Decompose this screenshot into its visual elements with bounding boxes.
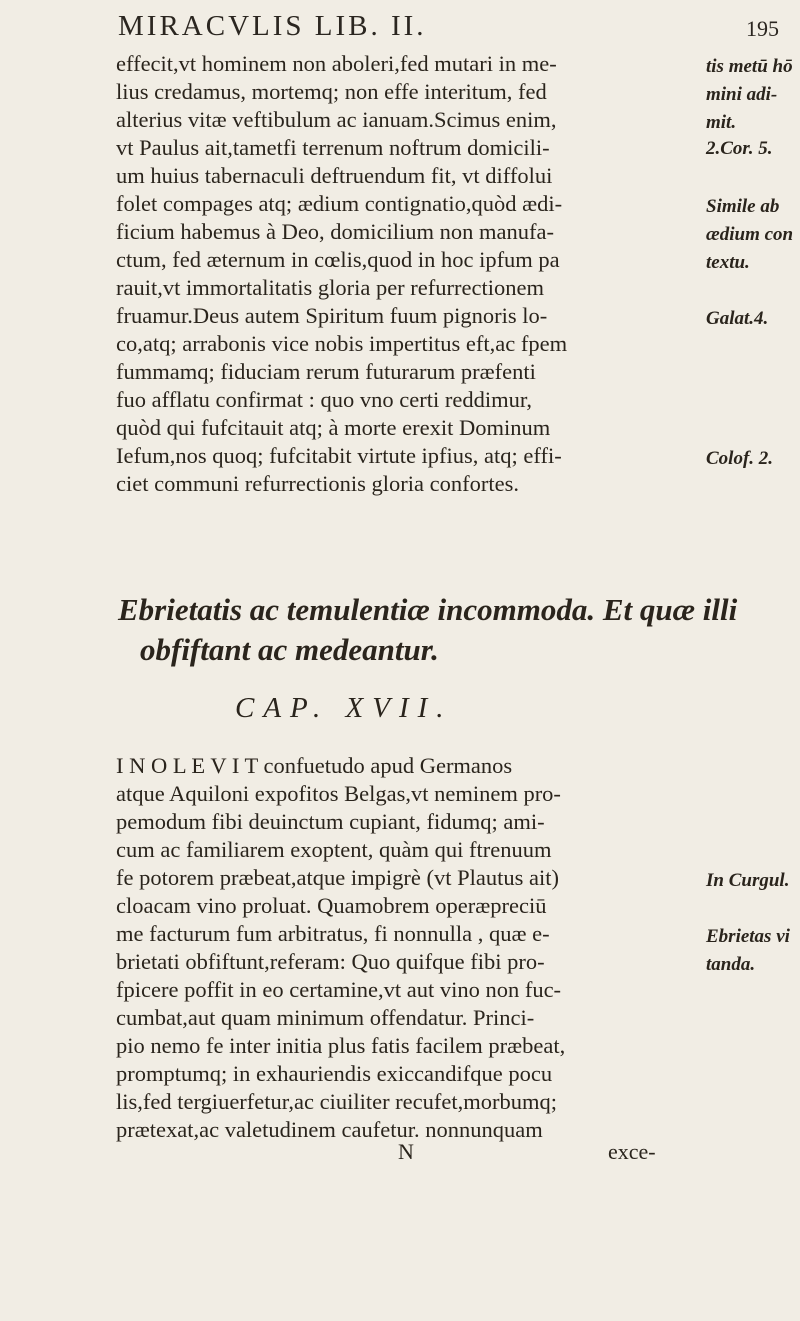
body-line: rauit,vt immortalitatis gloria per refurrectionem — [116, 275, 544, 300]
body-line: fuo afflatu confirmat : quo vno certi reddimur, — [116, 387, 533, 412]
running-title: MIRACVLIS LIB. II. — [118, 10, 427, 42]
margin-note: mini adi- — [706, 84, 778, 105]
body-line: ciet communi refurrectionis gloria confortes. — [116, 471, 519, 496]
body-line: atque Aquiloni expofitos Belgas,vt neminem pro- — [116, 781, 561, 806]
body-line: fpicere poffit in eo certamine,vt aut vino non fuc- — [116, 977, 562, 1002]
margin-note: textu. — [706, 252, 750, 273]
body-line: cloacam vino proluat. Quamobrem operæpreciū — [116, 893, 547, 918]
margin-note: mit. — [706, 112, 737, 133]
body-line: fe potorem præbeat,atque impigrè (vt Plautus ait) — [116, 865, 560, 890]
body-line: folet compages atq; ædium contignatio,quòd ædi- — [116, 191, 563, 216]
body-line: ctum, fed æternum in cœlis,quod in hoc ipfum pa — [116, 247, 560, 272]
body-line: brietati obfiftunt,referam: Quo quifque fibi pro- — [116, 949, 545, 974]
body-line: cum ac familiarem exoptent, quàm qui ftrenuum — [116, 837, 552, 862]
body-line: vt Paulus ait,tametfi terrenum noftrum domicili- — [116, 135, 550, 160]
body-line: ficium habemus à Deo, domicilium non manufa- — [116, 219, 555, 244]
page-number: 195 — [746, 16, 779, 41]
chapter-label: CAP. XVII. — [235, 692, 453, 724]
body-line: I N O L E V I T confuetudo apud Germanos — [116, 753, 513, 778]
body-line: promptumq; in exhauriendis exiccandifque pocu — [116, 1061, 553, 1086]
body-line: lius credamus, mortemq; non effe interitum, fed — [116, 79, 547, 104]
body-line: lis,fed tergiuerfetur,ac ciuiliter recufet,morbumq; — [116, 1089, 558, 1114]
body-line: prætexat,ac valetudinem caufetur. nonnunquam — [116, 1117, 543, 1142]
body-line: co,atq; arrabonis vice nobis impertitus eft,ac fpem — [116, 331, 568, 356]
section-heading-line: obfiftant ac medeantur. — [140, 632, 439, 667]
margin-note: ædium con — [706, 224, 794, 245]
body-line: Iefum,nos quoq; fufcitabit virtute ipfius, atq; effi- — [116, 443, 562, 468]
section-heading-line: Ebrietatis ac temulentiæ incommoda. Et quæ illi — [118, 592, 738, 627]
body-line: alterius vitæ veftibulum ac ianuam.Scimus enim, — [116, 107, 557, 132]
margin-note: tis metū hō — [706, 56, 793, 77]
body-line: effecit,vt hominem non aboleri,fed mutari in me- — [116, 51, 557, 76]
body-line: um huius tabernaculi deftruendum fit, vt diffolui — [116, 163, 553, 188]
body-line: pemodum fibi deuinctum cupiant, fidumq; ami- — [116, 809, 545, 834]
margin-note: Ebrietas vi — [706, 926, 790, 947]
margin-note: tanda. — [706, 954, 756, 975]
body-line: pio nemo fe inter initia plus fatis facilem præbeat, — [116, 1033, 566, 1058]
margin-note: In Curgul. — [706, 870, 790, 891]
catchword: exce- — [608, 1139, 656, 1164]
margin-note: 2.Cor. 5. — [706, 138, 773, 159]
margin-note: Galat.4. — [706, 308, 769, 329]
body-line: me facturum fum arbitratus, fi nonnulla , quæ e- — [116, 921, 550, 946]
body-line: cumbat,aut quam minimum offendatur. Princi- — [116, 1005, 535, 1030]
body-line: quòd qui fufcitauit atq; à morte erexit Dominum — [116, 415, 551, 440]
margin-note: Colof. 2. — [706, 448, 774, 469]
margin-note: Simile ab — [706, 196, 780, 217]
body-line: fruamur.Deus autem Spiritum fuum pignoris lo- — [116, 303, 548, 328]
signature-mark: N — [398, 1139, 414, 1164]
body-line: fummamq; fiduciam rerum futurarum præfenti — [116, 359, 536, 384]
